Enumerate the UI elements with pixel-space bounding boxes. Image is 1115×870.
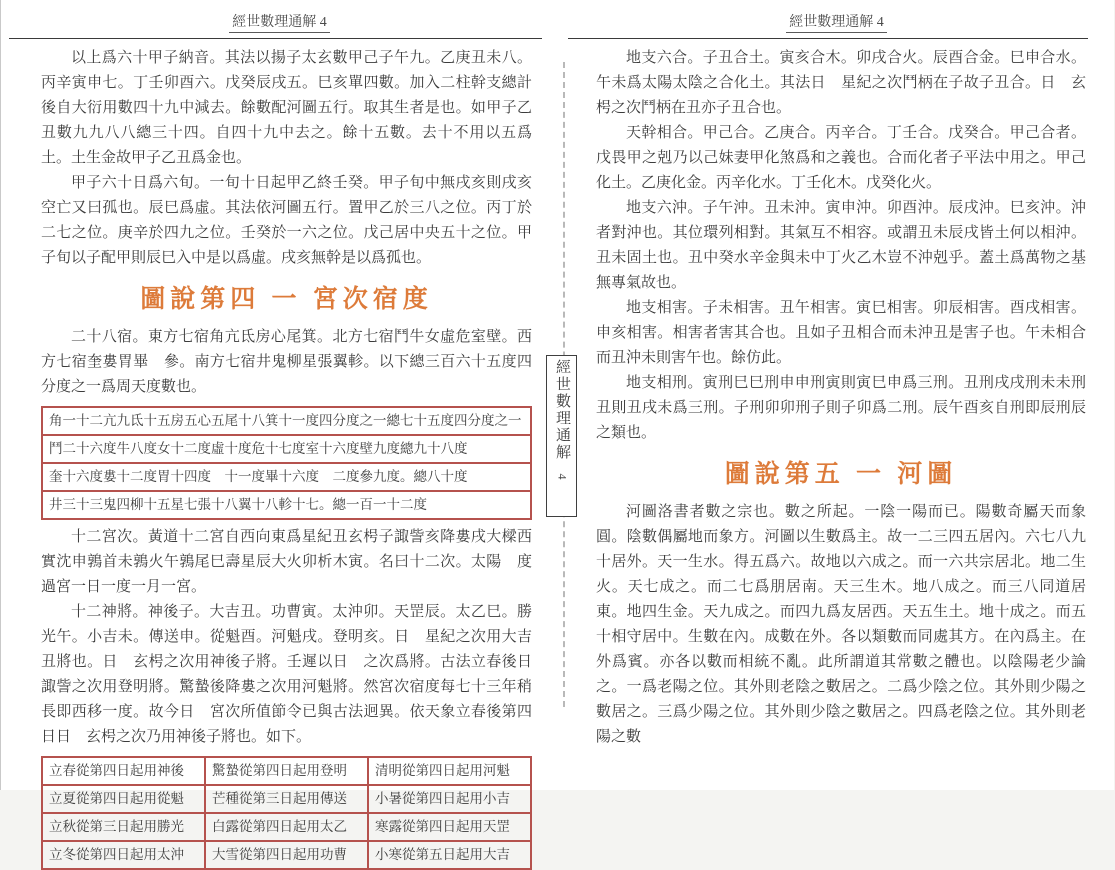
table-row: [42, 463, 531, 491]
section-heading-chapter4: 圖說第四 一 宮次宿度: [140, 286, 433, 313]
table-cell: 角一十二亢九氐十五房五心五尾十八箕十一度四分度之一總七十五度四分度之一: [42, 407, 531, 435]
paragraph-xiangxing: 地支相刑。寅刑巳巳刑申申刑寅則寅巳申爲三刑。丑刑戌戌刑未未刑丑則丑戌未爲三刑。子刑卯卯刑子則子卯爲二刑。辰午酉亥自刑即辰刑辰之類也。: [596, 375, 1086, 441]
table-row: [42, 407, 531, 435]
table-cell: 驚蟄從第四日起用登明: [205, 757, 368, 785]
page-right-content: [558, 39, 1115, 750]
paragraph-shenjiang: 十二神將。神後子。大吉丑。功曹寅。太沖卯。天罡辰。太乙巳。勝光午。小吉未。傳送申。從魁酉。河魁戌。登明亥。日 星紀之次用大吉丑將也。日 玄枵之次用神後子將。壬遲以日 之次爲將。古法立春後日 諏訾之次用登明將。驚蟄後降婁之次用河魁將。然宮次宿度每七十三年稍長即西移一度。故今日 宮次所值節令已與古法迥異。依天象立春後第四日日 玄枵之次乃用神後子將也。如下。: [41, 604, 548, 745]
table-cell: 鬥二十六度牛八度女十二度虛十度危十七度室十六度壁九度總九十八度: [42, 435, 531, 463]
table-row: [42, 785, 531, 813]
table-cell: 立冬從第四日起用太沖: [42, 841, 205, 869]
paragraph-liuchong: 地支六沖。子午沖。丑未沖。寅申沖。卯酉沖。辰戌沖。巳亥沖。沖者對沖也。其位環列相對。其氣互不相容。或謂丑未辰戌皆土何以相沖。丑未固土也。丑中癸水辛金與未中丁火乙木豈不沖剋乎。蓋土爲萬物之基無專氣故也。: [596, 200, 1086, 291]
table-cell: 立夏從第四日起用從魁: [42, 785, 205, 813]
table-cell: 立秋從第三日起用勝光: [42, 813, 205, 841]
table-row: [42, 841, 531, 869]
table-cell: 寒露從第四日起用天罡: [368, 813, 531, 841]
table-cell: 小寒從第五日起用大吉: [368, 841, 531, 869]
table-cell: 小暑從第四日起用小吉: [368, 785, 531, 813]
paragraph-gongci: 十二宮次。黃道十二宮自西向東爲星紀丑玄枵子諏訾亥降婁戌大樑西實沈申鶉首未鶉火午鶉尾巳壽星辰大火卯析木寅。名曰十二次。太陽 度過宮一日一度一月一宮。: [41, 529, 532, 595]
table-cell: 白露從第四日起用太乙: [205, 813, 368, 841]
book-spine-label: [546, 355, 577, 517]
page-header-left: [1, 0, 558, 31]
table-row: [42, 435, 531, 463]
page-header-right-title: 經世數理通解 4: [786, 15, 887, 33]
page-left-content: [1, 39, 558, 870]
mansion-degrees-table: [41, 406, 532, 520]
paragraph-mansions: 二十八宿。東方七宿角亢氐房心尾箕。北方七宿鬥牛女虛危室壁。西方七宿奎婁胃畢 參。南方七宿井鬼柳星張翼軫。以下總三百六十五度四分度之一爲周天度數也。: [41, 329, 532, 395]
solar-term-generals-table: [41, 756, 532, 870]
page-header-right: [558, 0, 1115, 31]
page-left: [1, 0, 558, 862]
table-row: [42, 813, 531, 841]
page-header-left-title: 經世數理通解 4: [229, 15, 330, 33]
spine-title: 經世數理通解: [554, 359, 570, 461]
section-heading-chapter5: 圖說第五 一 河圖: [724, 461, 958, 488]
table-row: [42, 491, 531, 519]
page-right: [558, 0, 1115, 790]
paragraph-xianghai: 地支相害。子未相害。丑午相害。寅巳相害。卯辰相害。酉戌相害。申亥相害。相害者害其合也。且如子丑相合而未沖丑是害子也。午未相合而丑沖未則害午也。餘仿此。: [596, 300, 1086, 366]
table-cell: 奎十六度婁十二度胃十四度 十一度畢十六度 二度參九度。總八十度: [42, 463, 531, 491]
paragraph-hetu: 河圖洛書者數之宗也。數之所起。一陰一陽而已。陽數奇屬天而象圓。陰數偶屬地而象方。河圖以生數爲主。故一二三四五居內。六七八九十居外。天一生水。得五爲六。故地以六成之。而一六共宗居北。地二生火。天七成之。而二七爲朋居南。天三生木。地八成之。而三八同道居東。地四生金。天九成之。而四九爲友居西。天五生土。地十成之。而五十相守居中。生數在內。成數在外。各以類數而同處其方。在內爲主。在外爲賓。亦各以數而相統不亂。此所謂道其常數之體也。以陰陽老少論之。一爲老陽之位。其外則老陰之數居之。二爲少陰之位。其外則少陽之數居之。三爲少陽之位。其外則少陰之數居之。四爲老陰之位。其外則老陽之數: [596, 504, 1086, 745]
table-cell: 井三十三鬼四柳十五星七張十八翼十八軫十七。總一百一十二度: [42, 491, 531, 519]
paragraph-najin: 以上爲六十甲子納音。其法以揚子太玄數甲己子午九。乙庚丑未八。丙辛寅申七。丁壬卯酉六。戊癸辰戌五。巳亥單四數。加入二柱幹支總計後自大衍用數四十九中減去。餘數配河圖五行。取其生者是也。如甲子乙丑數九九八八總三十四。自四十九中去之。餘十五數。去十不用以五爲土。土生金故甲子乙丑爲金也。: [41, 50, 532, 166]
paragraph-liuhe: 地支六合。子丑合土。寅亥合木。卯戌合火。辰酉合金。巳申合水。午未爲太陽太陰之合化土。其法日 星紀之次鬥柄在子故子丑合。日 玄枵之次鬥柄在丑亦子丑合也。: [596, 50, 1086, 116]
table-cell: 大雪從第四日起用功曹: [205, 841, 368, 869]
table-cell: 立春從第四日起用神後: [42, 757, 205, 785]
table-row: [42, 757, 531, 785]
table-cell: 芒種從第三日起用傳送: [205, 785, 368, 813]
table-cell: 清明從第四日起用河魁: [368, 757, 531, 785]
spine-volume-number: 4: [555, 473, 569, 480]
paragraph-liujia: 甲子六十日爲六旬。一旬十日起甲乙終壬癸。甲子旬中無戌亥則戌亥空亡又曰孤也。辰巳爲虛。其法依河圖五行。置甲乙於三八之位。丙丁於二七之位。庚辛於四九之位。壬癸於一六之位。戊己居中央五十之位。甲子旬以子配甲則辰巳入中是以爲虛。戌亥無幹是以爲孤也。: [41, 175, 532, 266]
paragraph-tiangan-xianghe: 天幹相合。甲己合。乙庚合。丙辛合。丁壬合。戊癸合。甲己合者。戊畏甲之剋乃以己妹妻甲化煞爲和之義也。合而化者子平法中用之。甲己化土。乙庚化金。丙辛化水。丁壬化木。戊癸化火。: [596, 125, 1086, 191]
